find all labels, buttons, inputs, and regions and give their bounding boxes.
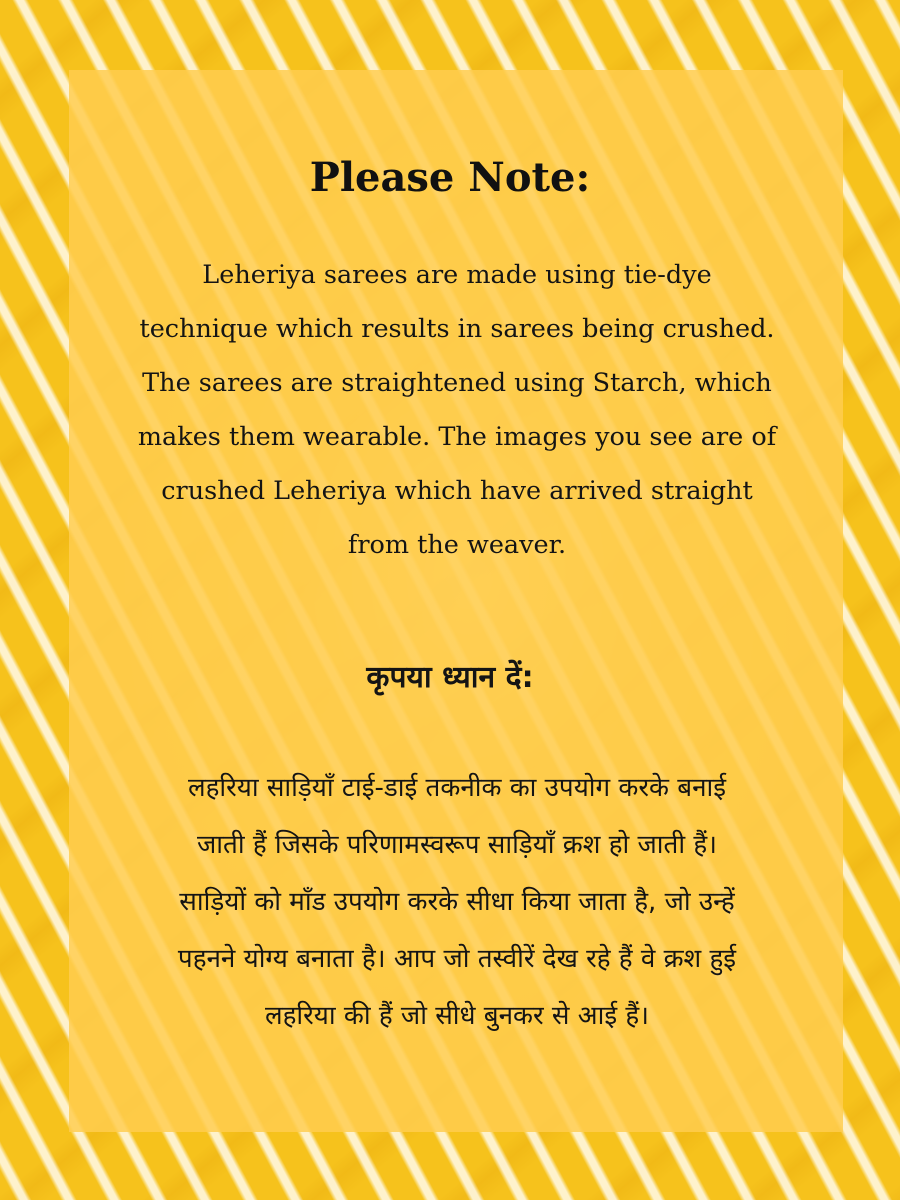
hindi-line: लहरिया साड़ियाँ टाई-डाई तकनीक का उपयोग करके बनाई [187,773,727,803]
english-line: The sarees are straightened using Starch, which [142,368,772,398]
english-line: from the weaver. [347,530,567,560]
english-line: crushed Leheriya which have arrived straight [161,476,753,506]
hindi-line: साड़ियों को माँड उपयोग करके सीधा किया जाता है, जो उन्हें [179,887,735,917]
hindi-paragraph [92,760,822,1045]
hindi-line: जाती हैं जिसके परिणामस्वरूप साड़ियाँ क्रश हो जाती हैं। [196,830,718,860]
english-line: Leheriya sarees are made using tie-dye [202,260,712,290]
english-line: makes them wearable. The images you see are of [137,422,777,452]
english-line: technique which results in sarees being crushed. [139,314,775,344]
hindi-line: लहरिया की हैं जो सीधे बुनकर से आई हैं। [264,1001,650,1031]
hindi-title: कृपया ध्यान दें: [366,660,534,695]
english-paragraph [92,248,822,572]
hindi-line: पहनने योग्य बनाता है। आप जो तस्वीरें देख रहे हैं वे क्रश हुई [177,944,737,974]
english-title: Please Note: [309,154,591,201]
